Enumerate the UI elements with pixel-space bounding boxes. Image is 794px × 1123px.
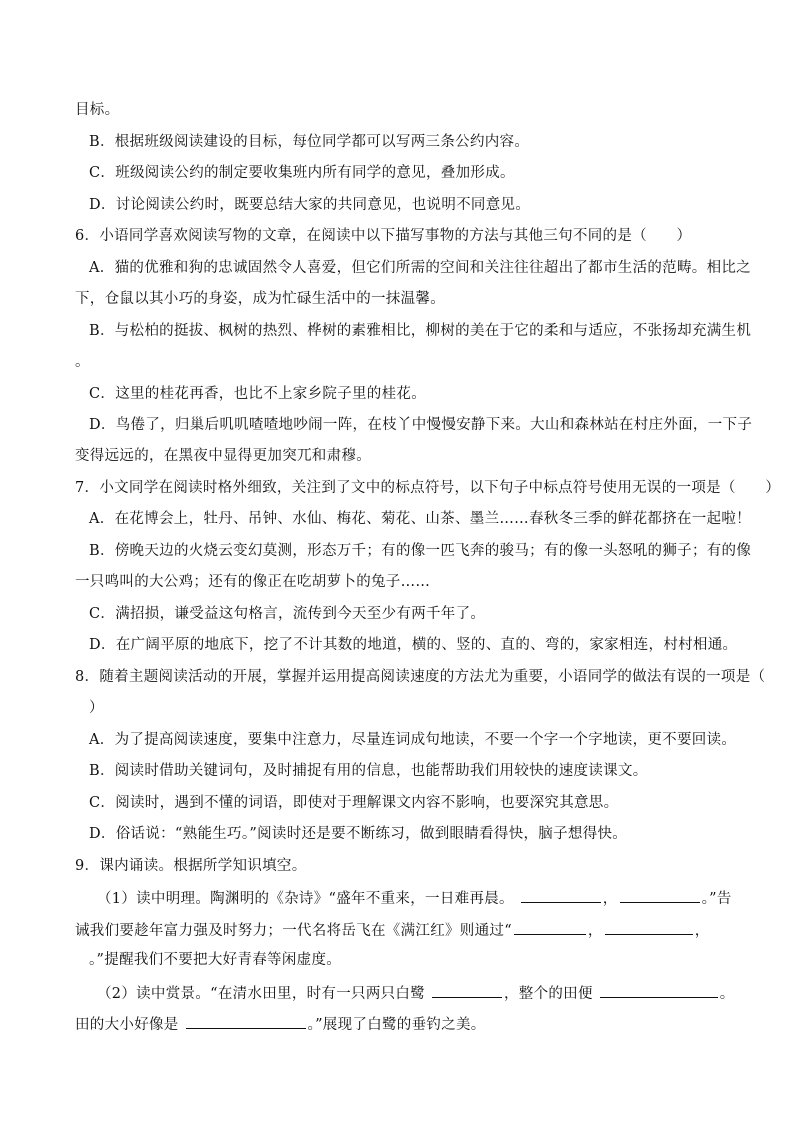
question-7: 7．小文同学在阅读时格外细致，关注到了文中的标点符号，以下句子中标点符号使用无误的一项是（ ） [75,480,781,496]
option-d: D．俗话说：“熟能生巧。”阅读时还是要不断练习，做到眼睛看得快，脑子想得快。 [89,826,628,842]
punctuation: 。 [719,986,735,1002]
q9-part1-line2 [75,919,710,941]
text-line: 目标。 [75,102,120,118]
q9-part2-text: ，整个的田便 [503,986,593,1002]
q9-part1-text: （1）读中明理。陶渊明的《杂诗》“盛年不重来，一日难再晨。 [97,891,514,907]
fill-blank[interactable] [620,887,700,903]
q9-part2-line1 [97,982,735,1004]
fill-blank[interactable] [521,887,601,903]
punctuation: 。”告 [701,891,732,907]
q9-part2-line2 [75,1013,486,1035]
q9-part2-text: 田的大小好像是 [75,1017,179,1033]
q9-part1-line3: 。”提醒我们不要把大好青春等闲虚度。 [89,952,342,968]
fill-blank[interactable] [186,1013,306,1029]
q9-part1-line1 [97,887,732,909]
text-line: ） [89,700,104,716]
text-line: 下，仓鼠以其小巧的身姿，成为忙碌生活中的一抹温馨。 [75,291,445,307]
option-a: A．为了提高阅读速度，要集中注意力，尽量连词成句地读，不要一个字一个字地读，更不要回读。 [89,732,737,748]
option-d: D．讨论阅读公约时，既要总结大家的共同意见，也说明不同意见。 [89,197,531,213]
option-c: C．这里的桂花再香，也比不上家乡院子里的桂花。 [89,386,426,402]
punctuation: ， [587,923,603,939]
punctuation: ， [694,923,710,939]
q9-part1-text: 诫我们要趁年富力强及时努力；一代名将岳飞在《满江红》则通过“ [75,923,512,939]
text-line: 。 [75,354,90,370]
question-8: 8．随着主题阅读活动的开展，掌握并运用提高阅读速度的方法尤为重要，小语同学的做法有误的一项是（ [75,669,766,685]
option-b: B．与松柏的挺拔、枫树的热烈、桦树的素雅相比，柳树的美在于它的柔和与适应，不张扬却充满生机 [89,323,752,339]
q9-part2-text: （2）读中赏景。“在清水田里，时有一只两只白鹭 [97,986,426,1002]
option-c: C．满招损，谦受益这句格言，流传到今天至少有两千年了。 [89,606,486,622]
punctuation: ， [602,891,618,907]
fill-blank[interactable] [600,982,718,998]
question-9: 9．课内诵读。根据所学知识填空。 [75,858,307,874]
text-line: 一只鸣叫的大公鸡；还有的像正在吃胡萝卜的兔子…… [75,574,431,590]
option-b: B．傍晚天边的火烧云变幻莫测，形态万千；有的像一匹飞奔的骏马；有的像一头怒吼的狮子；有的像 [89,543,752,559]
option-b: B．阅读时借助关键词句，及时捕捉有用的信息，也能帮助我们用较快的速度读课文。 [89,763,648,779]
question-6: 6．小语同学喜欢阅读写物的文章，在阅读中以下描写事物的方法与其他三句不同的是（ ） [75,228,692,244]
option-c: C．班级阅读公约的制定要收集班内所有同学的意见，叠加形成。 [89,165,515,181]
fill-blank[interactable] [605,919,693,935]
option-d: D．在广阔平原的地底下，挖了不计其数的地道，横的、竖的、直的、弯的，家家相连，村村相通。 [89,637,738,653]
option-c: C．阅读时，遇到不懂的词语，即使对于理解课文内容不影响，也要深究其意思。 [89,795,619,811]
option-a: A．在花博会上，牡丹、吊钟、水仙、梅花、菊花、山茶、墨兰……春秋冬三季的鲜花都挤在一起啦！ [89,511,751,527]
option-d: D．鸟倦了，归巢后叽叽喳喳地吵闹一阵，在枝丫中慢慢安静下来。大山和森林站在村庄外面，一下子 [89,417,753,433]
option-b: B．根据班级阅读建设的目标，每位同学都可以写两三条公约内容。 [89,134,530,150]
fill-blank[interactable] [432,982,502,998]
text-line: 变得远远的，在黑夜中显得更加突兀和肃穆。 [75,448,371,464]
q9-part2-text: 。”展现了白鹭的垂钓之美。 [307,1017,486,1033]
fill-blank[interactable] [514,919,586,935]
option-a: A．猫的优雅和狗的忠诚固然令人喜爱，但它们所需的空间和关注往往超出了都市生活的范畴。相比之 [89,260,751,276]
